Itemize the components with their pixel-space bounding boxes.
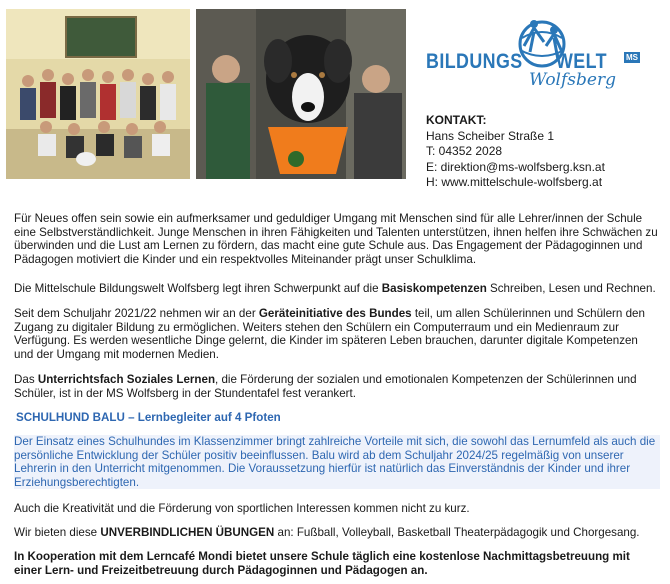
contact-street: Hans Scheiber Straße 1 <box>426 128 555 143</box>
p2-text-a: Die Mittelschule Bildungswelt Wolfsberg legt ihren Schwerpunkt auf die <box>14 282 382 295</box>
p3-text-a: Seit dem Schuljahr 2021/22 nehmen wir an der <box>14 307 259 320</box>
afternoon-care-paragraph: In Kooperation mit dem Lerncafé Mondi bietet unsere Schule täglich eine kostenlose Nachmittagsbetreuung mit einer Lern- und Freizeitbetreuung durch Pädagoginnen und Pädagogen an. <box>14 550 630 577</box>
school-dog-paragraph: Der Einsatz eines Schulhundes im Klassenzimmer bringt zahlreiche Vorteile mit sich, die sowohl das Lernumfeld als auch die persönliche Entwicklung der Schüler positiv beeinflussen. Balu wird ab dem Schuljahr 2024/25 regelmäßig von unserer Lehrerin in den Unterricht mitgenommen. Die Voraussetzung hierfür ist natürlich das Einverständnis der Kinder und ihrer Erziehungsberechtigten. <box>14 435 660 489</box>
p4-bold: Unterrichtsfach Soziales Lernen <box>37 373 216 386</box>
device-initiative-paragraph <box>14 307 660 361</box>
school-dog-photo-art <box>196 9 406 179</box>
creativity-paragraph: Auch die Kreativität und die Förderung von sportlichen Interessen kommen nicht zu kurz. <box>14 502 470 515</box>
contact-heading: KONTAKT: <box>426 113 487 127</box>
school-logo <box>424 14 660 100</box>
p4-text-c: , die Förderung der sozialen und emotionalen Kompetenzen der Schülerinnen und Schüler, ist in der MS Wolfsberg in der Stundentafel fest verankert. <box>14 373 637 400</box>
contact-phone: T: 04352 2028 <box>426 144 503 158</box>
logo-word-bildungs: BILDUNGS <box>426 50 523 73</box>
p2-text-c: Schreiben, Lesen und Rechnen. <box>486 282 656 295</box>
class-group-photo <box>6 9 190 179</box>
school-dog-photo <box>196 9 406 179</box>
p4-text-a: Das <box>14 373 38 386</box>
school-dog-heading: SCHULHUND BALU – Lernbegleiter auf 4 Pfoten <box>16 411 281 424</box>
logo-word-welt: WELT <box>556 50 607 73</box>
p7-bold: UNVERBINDLICHEN ÜBUNGEN <box>100 526 275 539</box>
contact-block <box>426 113 605 191</box>
contact-web[interactable]: H: www.mittelschule-wolfsberg.at <box>426 175 603 189</box>
logo-ms-badge: MS <box>626 53 638 62</box>
exercises-paragraph <box>14 526 660 540</box>
p3-text-c: teil, um allen Schülerinnen und Schülern den Zugang zu digitaler Bildung zu ermöglichen. Weiters stehen den Schülern ein Computerraum und ein Medienraum zur Verfügung. Es werden wesentliche Dinge gelernt, die Kinder im späteren Leben brauchen, darunter digitale Kompetenzen und der Umgang mit modernen Medien. <box>14 307 645 361</box>
class-group-photo-art <box>6 9 190 179</box>
p7-text-a: Wir bieten diese <box>14 526 101 539</box>
social-learning-paragraph <box>14 373 660 400</box>
intro-paragraph: Für Neues offen sein sowie ein aufmerksamer und geduldiger Umgang mit Menschen sind für alle Lehrer/innen der Schule eine Selbstverständlichkeit. Junge Menschen in ihren Fähigkeiten und Talenten unterstützen, ihnen helfen ihre Schwächen zu überwinden und die Lust am Lernen zu fördern, das macht eine gute Schule aus. Das Engagement der Pädagoginnen und Pädagogen motiviert die Kinder und ein respektvolles Miteinander prägt unser Schulklima. <box>14 212 658 266</box>
p2-bold: Basiskompetenzen <box>381 282 487 295</box>
p7-text-c: an: Fußball, Volleyball, Basketball Theaterpädagogik und Chorgesang. <box>274 526 640 539</box>
logo-city: Wolfsberg <box>529 70 616 90</box>
p3-bold: Geräteinitiative des Bundes <box>258 307 412 320</box>
basic-skills-paragraph <box>14 282 660 296</box>
contact-email[interactable]: E: direktion@ms-wolfsberg.ksn.at <box>426 159 605 174</box>
